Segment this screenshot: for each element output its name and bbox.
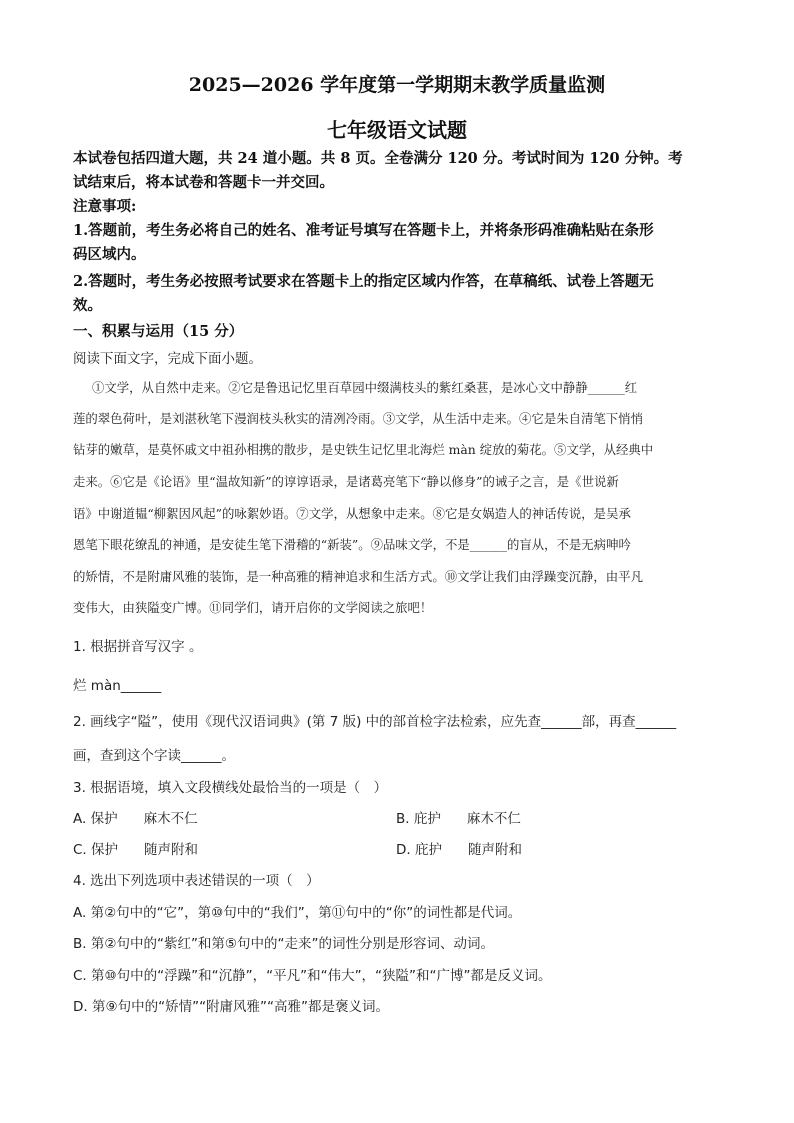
question-4-option-d: D. 第⑨句中的“矫情”“附庸风雅”“高雅”都是褒义词。 (73, 999, 390, 1015)
question-2-line-2: 画，查到这个字读______。 (73, 748, 235, 764)
option-text: 麻木不仁 (466, 811, 521, 827)
question-4-option-c: C. 第⑩句中的“浮躁”和“沉静”，“平凡”和“伟大”，“狭隘”和“广博”都是反义词。 (73, 968, 552, 984)
passage-line: 走来。⑥它是《论语》里“温故知新”的谆谆语录，是诸葛亮笔下“静以修身”的诫子之言，是《世说新 (73, 474, 619, 489)
exam-subtitle: 七年级语文试题 (327, 118, 467, 142)
option-b (396, 807, 521, 827)
option-text: 随声附和 (467, 842, 522, 858)
question-3: 3. 根据语境，填入文段横线处最恰当的一项是（ ） (73, 780, 388, 796)
question-1: 1. 根据拼音写汉字 。 (73, 639, 203, 655)
intro-line-1: 本试卷包括四道大题，共 24 道小题。共 8 页。全卷满分 120 分。考试时间为 120 分钟。考 (73, 150, 683, 167)
option-label: B. 庇护 (396, 811, 441, 827)
passage-line: ①文学，从自然中走来。②它是鲁迅记忆里百草园中缀满枝头的紫红桑葚，是冰心文中静静______红 (92, 380, 638, 395)
option-label: D. 庇护 (396, 842, 442, 858)
option-label: C. 保护 (73, 842, 119, 858)
notice-heading: 注意事项: (73, 198, 137, 215)
question-2-line-1: 2. 画线字“隘”，使用《现代汉语词典》(第 7 版) 中的部首检字法检索，应先查______部，再查______ (73, 714, 677, 730)
section-1-heading: 一、积累与运用（15 分） (73, 323, 244, 340)
option-d (396, 838, 522, 858)
question-4-option-a: A. 第②句中的“它”，第⑩句中的“我们”，第⑪句中的“你”的词性都是代词。 (73, 905, 522, 921)
note-2-line-1: 2.答题时，考生务必按照考试要求在答题卡上的指定区域内作答，在草稿纸、试卷上答题无 (73, 273, 654, 290)
note-1-line-2: 码区域内。 (73, 246, 146, 263)
exam-title: 2025—2026 学年度第一学期期末教学质量监测 (188, 74, 606, 96)
question-4: 4. 选出下列选项中表述错误的一项（ ） (73, 873, 320, 889)
option-text: 麻木不仁 (143, 811, 198, 827)
option-c (73, 838, 198, 858)
section-1-instruction: 阅读下面文字，完成下面小题。 (73, 351, 262, 367)
passage-line: 语》中谢道韫“柳絮因风起”的咏絮妙语。⑦文学，从想象中走来。⑧它是女娲造人的神话传说，是吴承 (73, 506, 631, 521)
intro-line-2: 试结束后，将本试卷和答题卡一并交回。 (73, 174, 334, 191)
passage-line: 恩笔下眼花缭乱的神通，是安徒生笔下滑稽的“新装”。⑨品味文学，不是______的盲从，不是无病呻吟 (73, 537, 631, 552)
passage-line: 变伟大，由狭隘变广博。⑪同学们，请开启你的文学阅读之旅吧！ (73, 600, 433, 615)
note-1-line-1: 1.答题前，考生务必将自己的姓名、准考证号填写在答题卡上，并将条形码准确粘贴在条形 (73, 222, 654, 239)
note-2-line-2: 效。 (73, 297, 102, 314)
option-a (73, 807, 198, 827)
passage-line: 莲的翠色荷叶，是刘湛秋笔下漫润枝头秋实的清冽冷雨。③文学，从生活中走来。④它是朱自清笔下悄悄 (73, 411, 643, 426)
passage-line: 的矫情，不是附庸风雅的装饰，是一种高雅的精神追求和生活方式。⑩文学让我们由浮躁变沉静，由平凡 (73, 569, 643, 584)
question-1-answer-blank: 烂 màn______ (73, 678, 162, 694)
question-4-option-b: B. 第②句中的“紫红”和第⑤句中的“走来”的词性分别是形容词、动词。 (73, 936, 495, 952)
passage-line: 钻芽的嫩草，是莫怀戚文中祖孙相携的散步，是史铁生记忆里北海烂 màn 绽放的菊花。⑤文学，从经典中 (73, 442, 654, 457)
option-text: 随声附和 (144, 842, 199, 858)
option-label: A. 保护 (73, 811, 118, 827)
